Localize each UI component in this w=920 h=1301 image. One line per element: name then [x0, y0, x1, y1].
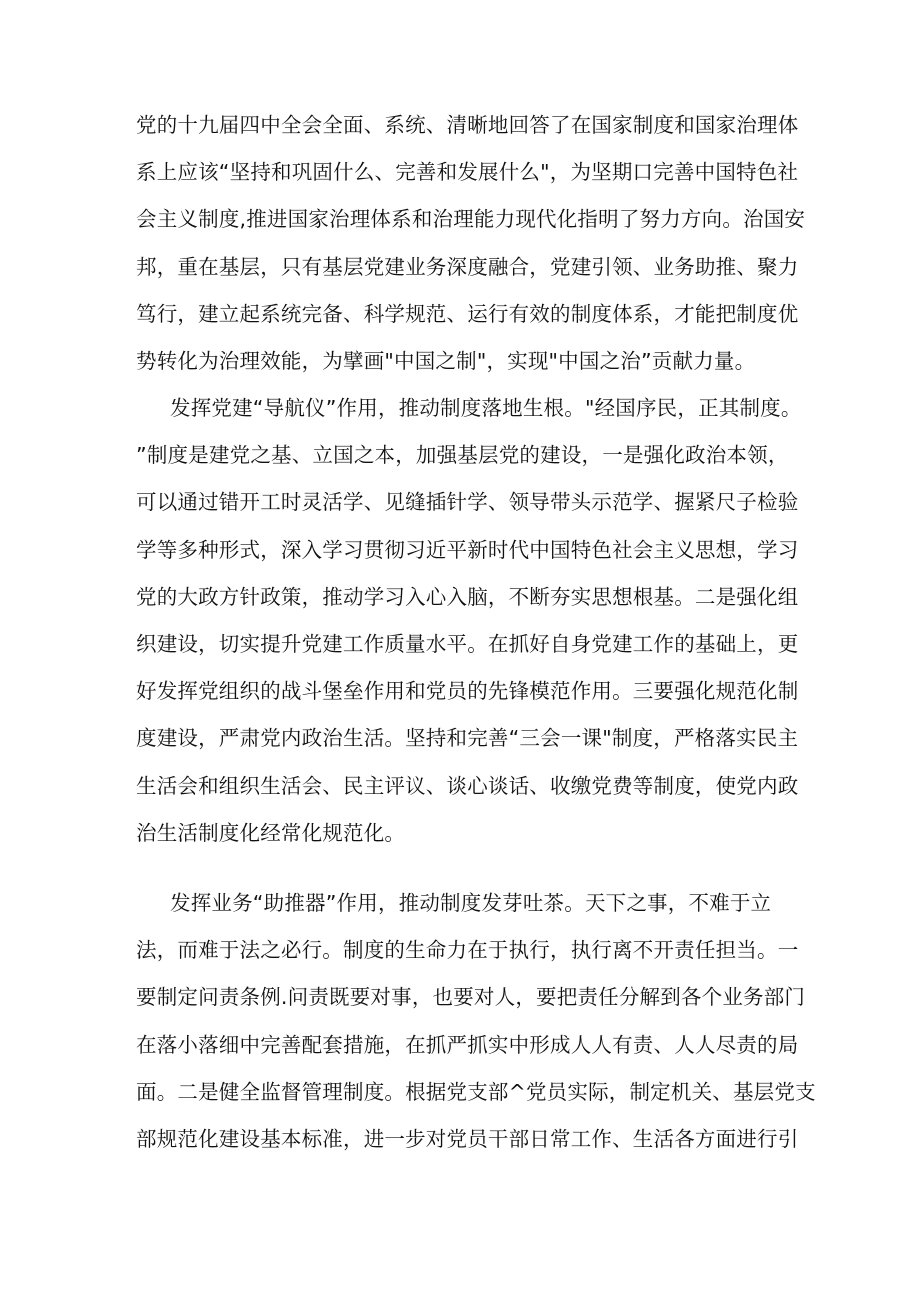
- text-line: 党的大政方针政策，推动学习入心入脑，不断夯实思想根基。二是强化组: [136, 584, 799, 609]
- text-line: ”制度是建党之基、立国之本，加强基层党的建设，一是强化政治本领，: [136, 443, 789, 468]
- text-line: 度建设，严肃党内政治生活。坚持和完善“三会一课"制度，严格落实民主: [136, 726, 799, 751]
- text-line: 邦，重在基层，只有基层党建业务深度融合，党建引领、业务助推、聚力: [136, 254, 799, 279]
- text-line: 系上应该“坚持和巩固什么、完善和发展什么"，为坚期口完善中国特色社: [136, 160, 799, 185]
- text-line: 织建设，切实提升党建工作质量水平。在抓好自身党建工作的基础上，更: [136, 631, 799, 656]
- text-line: 党的十九届四中全会全面、系统、清晰地回答了在国家制度和国家治理体: [136, 113, 799, 137]
- paragraph-intro: [136, 102, 806, 385]
- text-line: 要制定问责条例.问责既要对事，也要对人，要把责任分解到各个业务部门: [136, 985, 806, 1010]
- text-line: 学等多种形式，深入学习贯彻习近平新时代中国特色社会主义思想，学习: [136, 537, 799, 562]
- text-line: 笃行，建立起系统完备、科学规范、运行有效的制度体系，才能把制度优: [136, 301, 799, 326]
- text-line: 生活会和组织生活会、民主评议、谈心谈话、收缴党费等制度，使党内政: [136, 773, 799, 798]
- paragraph-business: [136, 880, 816, 1163]
- text-line: 势转化为治理效能，为擘画"中国之制"，实现"中国之治”贡献力量。: [136, 348, 756, 373]
- text-line: 发挥党建“导航仪”作用，推动制度落地生根。"经国序民，正其制度。: [170, 396, 802, 420]
- text-line: 发挥业务“助推器”作用，推动制度发芽吐茶。天下之事，不难于立: [170, 891, 772, 915]
- text-line: 会主义制度,推进国家治理体系和治理能力现代化指明了努力方向。治国安: [136, 207, 806, 232]
- text-line: 好发挥党组织的战斗堡垒作用和党员的先锋模范作用。三要强化规范化制: [136, 679, 799, 704]
- paragraph-party-building: [136, 385, 802, 857]
- text-line: 可以通过错开工时灵活学、见缝插针学、领导带头示范学、握紧尺子检验: [136, 490, 799, 515]
- text-line: 在落小落细中完善配套措施，在抓严抓实中形成人人有责、人人尽责的局: [136, 1032, 799, 1057]
- text-line: 法，而难于法之必行。制度的生命力在于执行，执行离不开责任担当。一: [136, 938, 799, 963]
- text-line: 面。二是健全监督管理制度。根据党支部^党员实际，制定机关、基层党支: [136, 1079, 816, 1104]
- text-line: 部规范化建设基本标准，进一步对党员干部日常工作、生活各方面进行引: [136, 1126, 799, 1151]
- text-line: 治生活制度化经常化规范化。: [136, 820, 406, 845]
